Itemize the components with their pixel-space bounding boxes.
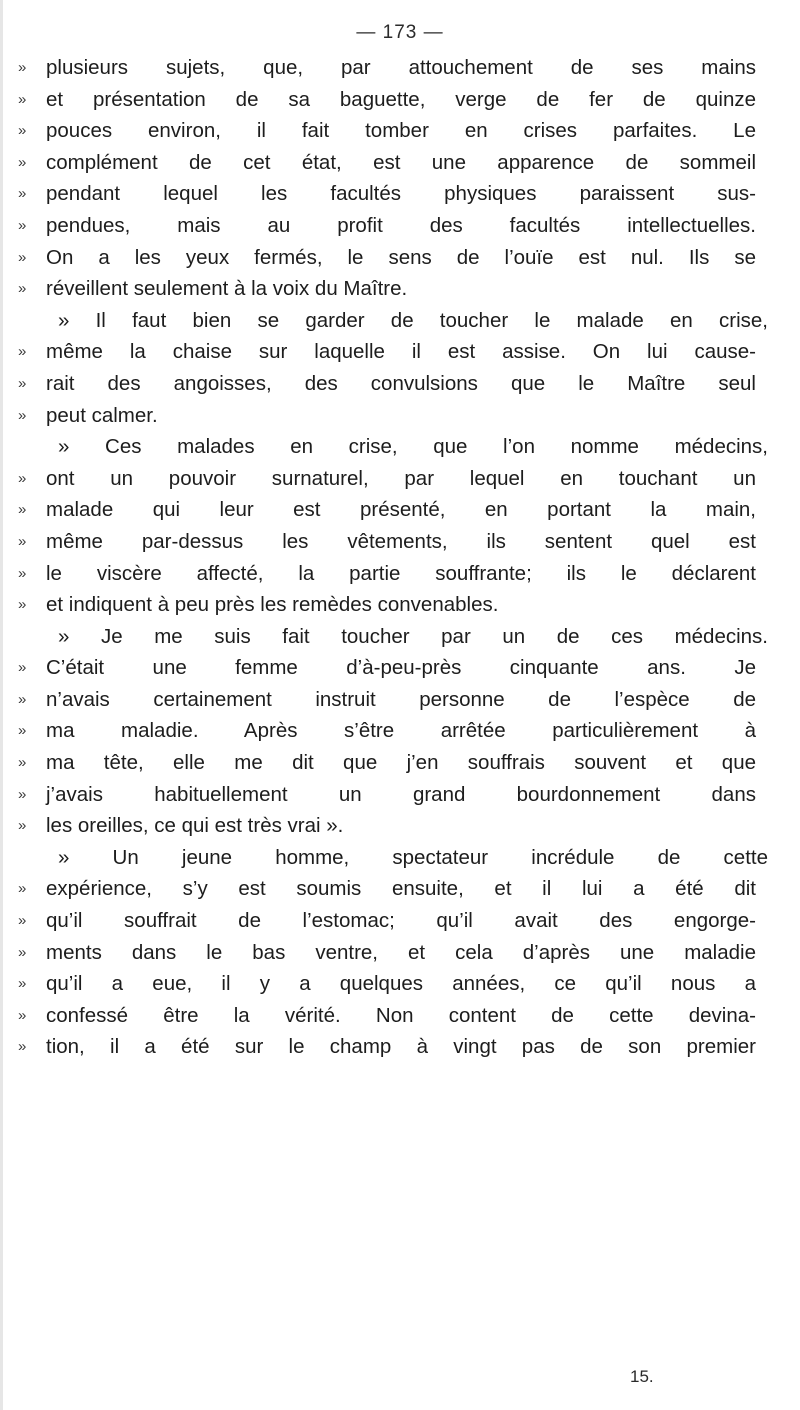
line-text: ments dans le bas ventre, et cela d’après une maladie [46,940,756,964]
line-text: n’avais certainement instruit personne de l’espèce de [46,687,756,711]
quote-margin-mark: » [18,90,27,108]
quote-margin-mark: » [18,1006,27,1024]
text-line [46,842,768,874]
text-line [18,147,756,179]
line-text: rait des angoisses, des convulsions que le Maître seul [46,371,756,395]
text-line [18,400,756,432]
line-text: » Ces malades en crise, que l’on nomme médecins, [58,435,768,459]
line-text: qu’il a eue, il y a quelques années, ce qu’il nous a [46,972,756,996]
line-text: pendant lequel les facultés physiques paraissent sus- [46,182,756,206]
quote-margin-mark: » [18,374,27,392]
line-text: malade qui leur est présenté, en portant la main, [46,498,756,522]
text-line [18,589,756,621]
line-text: pendues, mais au profit des facultés intellectuelles. [46,213,756,237]
quote-margin-mark: » [18,754,27,772]
quote-margin-mark: » [18,248,27,266]
line-text: ma maladie. Après s’être arrêtée particulièrement à [46,719,756,743]
line-text: j’avais habituellement un grand bourdonnement dans [46,782,756,806]
body-text [18,52,768,1063]
quote-margin-mark: » [18,690,27,708]
text-line [18,84,756,116]
text-line [18,684,756,716]
signature-mark: 15. [630,1367,654,1386]
quote-margin-mark: » [18,216,27,234]
text-line [18,526,756,558]
text-line [18,210,756,242]
text-line [18,810,756,842]
line-text: les oreilles, ce qui est très vrai ». [46,814,344,838]
text-line [46,621,768,653]
quote-margin-mark: » [18,722,27,740]
text-line [18,968,756,1000]
quote-margin-mark: » [18,469,27,487]
line-text: » Un jeune homme, spectateur incrédule de cette [58,845,768,869]
quote-margin-mark: » [18,880,27,898]
quote-margin-mark: » [18,975,27,993]
text-line [18,336,756,368]
text-line [46,305,768,337]
quote-margin-mark: » [18,280,27,298]
quote-margin-mark: » [18,912,27,930]
text-line [18,178,756,210]
text-line [18,715,756,747]
quote-margin-mark: » [18,1038,27,1056]
text-line [18,652,756,684]
quote-margin-mark: » [18,532,27,550]
line-text: On a les yeux fermés, le sens de l’ouïe est nul. Ils se [46,245,756,269]
line-text: » Je me suis fait toucher par un de ces médecins. [58,624,768,648]
line-text: même par-dessus les vêtements, ils sentent quel est [46,529,756,553]
quote-margin-mark: » [18,596,27,614]
text-line [18,558,756,590]
quote-margin-mark: » [18,785,27,803]
line-text: et indiquent à peu près les remèdes convenables. [46,593,499,617]
quote-margin-mark: » [18,659,27,677]
text-line [18,115,756,147]
line-text: le viscère affecté, la partie souffrante; ils le déclarent [46,561,756,585]
quote-margin-mark: » [18,122,27,140]
text-line [18,463,756,495]
text-line [46,431,768,463]
text-line [18,779,756,811]
line-text: expérience, s’y est soumis ensuite, et il lui a été dit [46,877,756,901]
line-text: C’était une femme d’à-peu-près cinquante ans. Je [46,656,756,680]
text-line [18,1031,756,1063]
line-text: qu’il souffrait de l’estomac; qu’il avait des engorge- [46,909,756,933]
page-binding-edge [0,0,3,1410]
quote-margin-mark: » [18,564,27,582]
line-text: » Il faut bien se garder de toucher le malade en crise, [58,308,768,332]
page-number: — 173 — [356,22,444,43]
line-text: ont un pouvoir surnaturel, par lequel en touchant un [46,466,756,490]
text-line [18,494,756,526]
line-text: complément de cet état, est une apparence de sommeil [46,150,756,174]
text-line [18,242,756,274]
text-line [18,368,756,400]
text-line [18,905,756,937]
text-line [18,52,756,84]
quote-margin-mark: » [18,343,27,361]
line-text: ma tête, elle me dit que j’en souffrais souvent et que [46,751,756,775]
text-line [18,873,756,905]
quote-margin-mark: » [18,59,27,76]
line-text: confessé être la vérité. Non content de cette devina- [46,1003,756,1027]
text-line [18,273,756,305]
line-text: réveillent seulement à la voix du Maître. [46,277,408,301]
text-line [18,747,756,779]
quote-margin-mark: » [18,153,27,171]
quote-margin-mark: » [18,406,27,424]
text-line [18,1000,756,1032]
quote-margin-mark: » [18,817,27,835]
line-text: tion, il a été sur le champ à vingt pas de son premier [46,1035,756,1059]
quote-margin-mark: » [18,501,27,519]
quote-margin-mark: » [18,943,27,961]
line-text: et présentation de sa baguette, verge de fer de quinze [46,87,756,111]
line-text: peut calmer. [46,403,158,427]
text-line [18,937,756,969]
line-text: plusieurs sujets, que, par attouchement de ses mains [46,56,756,79]
quote-margin-mark: » [18,185,27,203]
line-text: pouces environ, il fait tomber en crises parfaites. Le [46,119,756,143]
line-text: même la chaise sur laquelle il est assise. On lui cause- [46,340,756,364]
